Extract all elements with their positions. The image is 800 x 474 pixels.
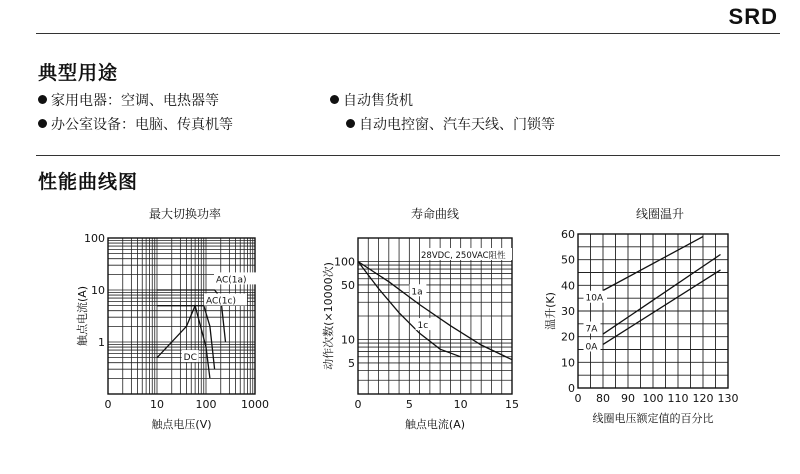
y-tick-label: 0 xyxy=(568,382,575,395)
x-tick-label: 130 xyxy=(717,392,739,405)
chart-title-switching-power: 最大切换功率 xyxy=(148,207,221,221)
x-tick-label: 0 xyxy=(104,398,112,411)
y-tick-label: 60 xyxy=(561,228,575,241)
application-item xyxy=(38,114,233,134)
x-tick-label: 90 xyxy=(621,392,635,405)
section-rule xyxy=(36,155,780,156)
x-tick-label: 110 xyxy=(667,392,689,405)
chart-life-curve xyxy=(310,222,540,452)
plot-frame xyxy=(108,238,255,394)
x-tick-label: 100 xyxy=(642,392,664,405)
chart-coil-temp-rise xyxy=(540,222,770,452)
bullet-icon xyxy=(38,95,47,104)
y-tick-label: 5 xyxy=(348,356,355,370)
header-rule xyxy=(36,33,780,34)
x-tick-label: 100 xyxy=(195,398,217,411)
y-tick-label: 40 xyxy=(561,279,575,293)
x-tick-label: 10 xyxy=(453,398,468,411)
bullet-icon xyxy=(330,95,339,104)
application-item xyxy=(346,114,555,134)
model-name: SRD xyxy=(728,4,778,29)
y-tick-label: 30 xyxy=(561,305,575,318)
y-axis-label: 动作次数(×10000次) xyxy=(322,262,335,370)
application-text: 家用电器：空调、电热器等 xyxy=(51,93,219,109)
series-label: 10A xyxy=(585,293,604,304)
application-text: 自动电控窗、汽车天线、门锁等 xyxy=(359,117,555,133)
chart-switching-power xyxy=(60,222,320,452)
x-axis-label: 触点电压(V) xyxy=(151,418,212,431)
application-item xyxy=(330,90,413,110)
x-tick-label: 120 xyxy=(692,392,714,405)
series-label: 0A xyxy=(585,342,598,353)
series-label: DC xyxy=(183,353,197,364)
y-tick-label: 100 xyxy=(334,255,355,269)
bullet-icon xyxy=(346,119,355,128)
y-tick-label: 50 xyxy=(341,278,355,292)
series-label: 1a xyxy=(411,287,423,298)
chart-annotation: 28VDC, 250VAC阻性 xyxy=(421,251,506,261)
x-axis-label: 触点电流(A) xyxy=(404,418,466,431)
x-tick-label: 0 xyxy=(354,398,362,411)
x-tick-label: 1000 xyxy=(241,398,269,411)
y-axis-label: 触点电流(A) xyxy=(76,285,89,347)
chart-title-coil-temp-rise: 线圈温升 xyxy=(635,207,684,221)
series-label: 1c xyxy=(417,321,429,332)
y-tick-label: 10 xyxy=(341,333,355,347)
x-tick-label: 0 xyxy=(574,392,582,405)
chart-title-life-curve: 寿命曲线 xyxy=(410,207,459,221)
x-axis-label: 线圈电压额定值的百分比 xyxy=(592,412,714,425)
section-title-applications: 典型用途 xyxy=(38,62,119,84)
section-title-curves: 性能曲线图 xyxy=(38,171,139,193)
application-text: 办公室设备：电脑、传真机等 xyxy=(51,117,233,133)
y-tick-label: 20 xyxy=(561,330,575,344)
bullet-icon xyxy=(38,119,47,128)
application-text: 自动售货机 xyxy=(343,93,413,109)
application-item xyxy=(38,90,219,110)
series-label: AC(1a) xyxy=(216,275,247,286)
y-tick-label: 1 xyxy=(98,336,105,349)
y-axis-label: 温升(K) xyxy=(544,292,557,330)
series-label: AC(1c) xyxy=(206,296,236,307)
series-label: 7A xyxy=(585,324,598,335)
y-tick-label: 10 xyxy=(91,284,105,297)
y-tick-label: 50 xyxy=(561,253,575,267)
x-tick-label: 10 xyxy=(150,398,164,411)
y-tick-label: 100 xyxy=(84,232,105,245)
x-tick-label: 15 xyxy=(505,398,519,411)
x-tick-label: 80 xyxy=(596,392,610,405)
y-tick-label: 10 xyxy=(561,356,575,370)
x-tick-label: 5 xyxy=(405,398,413,411)
